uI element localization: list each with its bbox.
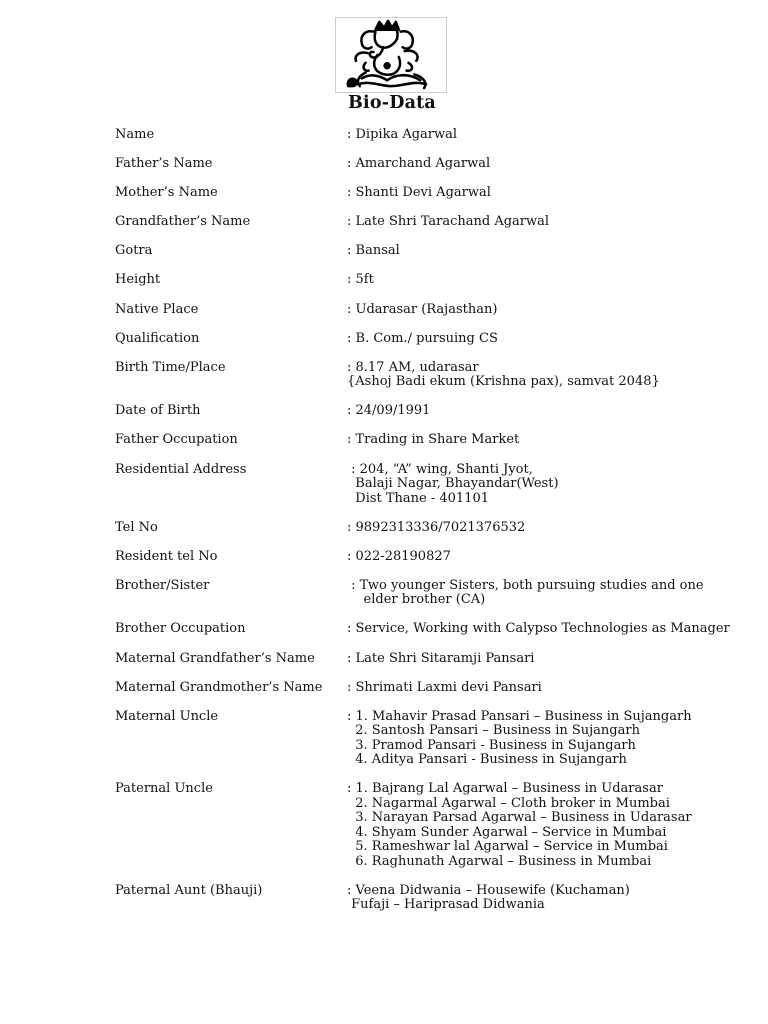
field-value-line: {Ashoj Badi ekum (Krishna pax), samvat 2048} xyxy=(347,374,660,390)
logo-frame xyxy=(335,17,447,93)
field-value xyxy=(347,157,490,172)
field-row xyxy=(115,622,735,637)
bio-data-list xyxy=(115,128,735,927)
field-row xyxy=(115,215,735,230)
field-value-line: : Late Shri Sitaramji Pansari xyxy=(347,650,535,666)
field-label: Father Occupation xyxy=(115,432,238,448)
field-label: Maternal Grandfather’s Name xyxy=(115,650,315,666)
field-value xyxy=(347,186,491,201)
field-label: Name xyxy=(115,127,155,142)
field-value-line: Fufaji – Hariprasad Didwania xyxy=(347,897,545,913)
field-label: Maternal Uncle xyxy=(115,708,219,724)
field-value-line: : Veena Didwania – Housewife (Kuchaman) xyxy=(347,882,630,898)
field-value xyxy=(347,273,374,288)
field-value-line: : Service, Working with Calypso Technologies as Manager xyxy=(347,621,730,637)
field-value-line: : Bansal xyxy=(347,243,400,259)
field-label: Gotra xyxy=(115,243,153,259)
field-value-line: : B. Com./ pursuing CS xyxy=(347,330,498,346)
field-value-line: : 204, “A” wing, Shanti Jyot, xyxy=(347,461,533,477)
field-value-line: Dist Thane - 401101 xyxy=(347,490,490,506)
field-value xyxy=(347,303,497,318)
field-value-line: : 5ft xyxy=(347,272,374,288)
field-value-line: elder brother (CA) xyxy=(347,592,486,608)
field-value-line: : Two younger Sisters, both pursuing studies and one xyxy=(347,577,704,593)
field-value xyxy=(347,622,730,637)
field-value xyxy=(347,361,660,390)
field-value-line: : Trading in Share Market xyxy=(347,432,520,448)
field-value xyxy=(347,521,525,536)
field-row xyxy=(115,550,735,565)
field-value-line: : 24/09/1991 xyxy=(347,403,431,419)
field-value-line: : Amarchand Agarwal xyxy=(347,156,491,172)
field-label: Brother/Sister xyxy=(115,577,210,593)
field-label: Paternal Aunt (Bhauji) xyxy=(115,882,263,898)
field-row xyxy=(115,710,735,768)
field-value xyxy=(347,710,692,768)
field-row xyxy=(115,332,735,347)
field-value-line: 6. Raghunath Agarwal – Business in Mumbai xyxy=(347,853,652,869)
field-value xyxy=(347,681,542,696)
field-value-line: : 022-28190827 xyxy=(347,548,451,564)
field-value xyxy=(347,652,534,667)
field-value-line: 4. Aditya Pansari - Business in Sujangarh xyxy=(347,752,627,768)
field-row xyxy=(115,186,735,201)
field-value-line: : Shrimati Laxmi devi Pansari xyxy=(347,679,542,695)
field-value xyxy=(347,433,519,448)
field-row xyxy=(115,579,735,608)
field-label: Tel No xyxy=(115,519,158,535)
field-value-line: 3. Pramod Pansari - Business in Sujangarh xyxy=(347,737,636,753)
field-label: Maternal Grandmother’s Name xyxy=(115,679,323,695)
field-row xyxy=(115,273,735,288)
field-value xyxy=(347,128,457,143)
field-label: Date of Birth xyxy=(115,403,201,419)
field-row xyxy=(115,128,735,143)
field-label: Qualification xyxy=(115,330,200,346)
field-label: Resident tel No xyxy=(115,548,218,564)
field-value xyxy=(347,244,400,259)
field-row xyxy=(115,303,735,318)
field-value-line: : Udarasar (Rajasthan) xyxy=(347,301,498,317)
field-value-line: : Late Shri Tarachand Agarwal xyxy=(347,214,550,230)
field-label: Native Place xyxy=(115,301,199,317)
field-row xyxy=(115,157,735,172)
field-value-line: 5. Rameshwar lal Agarwal – Service in Mumbai xyxy=(347,839,668,855)
field-value-line: 4. Shyam Sunder Agarwal – Service in Mumbai xyxy=(347,824,667,840)
field-label: Birth Time/Place xyxy=(115,359,226,375)
field-label: Grandfather’s Name xyxy=(115,214,251,230)
field-value-line: : 1. Mahavir Prasad Pansari – Business in Sujangarh xyxy=(347,708,692,724)
field-label: Height xyxy=(115,272,161,288)
field-value xyxy=(347,404,430,419)
field-value-line: 3. Narayan Parsad Agarwal – Business in Udarasar xyxy=(347,810,692,826)
field-row xyxy=(115,244,735,259)
field-label: Father’s Name xyxy=(115,156,213,172)
field-label: Mother’s Name xyxy=(115,185,218,201)
field-row xyxy=(115,652,735,667)
field-value xyxy=(347,215,549,230)
field-row xyxy=(115,433,735,448)
field-value-line: : Dipika Agarwal xyxy=(347,127,458,142)
field-value xyxy=(347,332,498,347)
field-label: Residential Address xyxy=(115,461,247,477)
field-value xyxy=(347,782,692,869)
field-value-line: 2. Nagarmal Agarwal – Cloth broker in Mumbai xyxy=(347,795,670,811)
field-value-line: Balaji Nagar, Bhayandar(West) xyxy=(347,476,559,492)
field-value xyxy=(347,463,559,507)
field-row xyxy=(115,463,735,507)
field-row xyxy=(115,404,735,419)
field-value-line: : 8.17 AM, udarasar xyxy=(347,359,479,375)
field-row xyxy=(115,681,735,696)
field-value xyxy=(347,550,451,565)
field-value-line: : Shanti Devi Agarwal xyxy=(347,185,491,201)
field-value-line: : 1. Bajrang Lal Agarwal – Business in Udarasar xyxy=(347,781,663,797)
field-row xyxy=(115,361,735,390)
field-value-line: 2. Santosh Pansari – Business in Sujangarh xyxy=(347,723,640,739)
field-row xyxy=(115,782,735,869)
ganesha-icon xyxy=(336,18,446,92)
field-label: Paternal Uncle xyxy=(115,781,213,797)
field-row xyxy=(115,884,735,913)
field-label: Brother Occupation xyxy=(115,621,246,637)
field-value xyxy=(347,884,630,913)
field-value xyxy=(347,579,704,608)
field-row xyxy=(115,521,735,536)
document-title: Bio-Data xyxy=(348,93,436,113)
field-value-line: : 9892313336/7021376532 xyxy=(347,519,526,535)
